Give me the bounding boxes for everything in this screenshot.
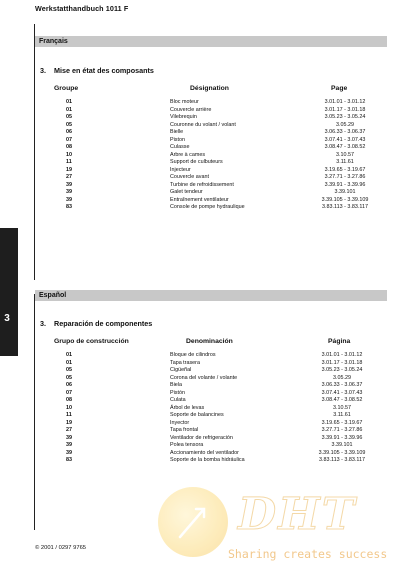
table-row [0, 189, 420, 197]
table-row [0, 144, 420, 152]
row-designation: Polea tensora [170, 442, 204, 448]
row-page-reference: 3.05.23 - 3.05.24 [324, 114, 366, 120]
row-designation: Piston [170, 136, 185, 143]
row-page-reference: 3.83.113 - 3.83.117 [322, 204, 368, 210]
row-designation: Ventilador de refrigeración [170, 434, 233, 441]
column-header-page: Page [331, 85, 348, 92]
chapter-tab-marker [0, 228, 18, 356]
section-number: 3. [40, 66, 46, 75]
row-page-reference: 3.27.71 - 3.27.86 [324, 174, 366, 180]
table-row [0, 382, 420, 390]
row-page-reference: 3.11.61 [336, 159, 354, 165]
table-row [0, 129, 420, 137]
table-row [0, 137, 420, 145]
row-page-reference: 3.05.23 - 3.05.24 [321, 367, 363, 373]
row-page-reference: 3.39.101 [331, 442, 353, 448]
row-group-number: 01 [66, 106, 72, 113]
component-table-french [0, 99, 420, 212]
table-row [0, 450, 420, 458]
row-group-number: 83 [66, 457, 72, 463]
table-row [0, 122, 420, 130]
table-row [0, 360, 420, 368]
row-page-reference: 3.01.01 - 3.01.12 [324, 99, 366, 105]
row-page-reference: 3.01.17 - 3.01.18 [321, 359, 363, 366]
table-row [0, 197, 420, 205]
row-page-reference: 3.06.33 - 3.06.37 [321, 382, 363, 388]
row-group-number: 27 [66, 174, 72, 180]
row-page-reference: 3.10.57 [333, 404, 351, 411]
row-page-reference: 3.11.61 [333, 412, 351, 418]
row-group-number: 19 [66, 419, 72, 426]
row-designation: Árbol de levas [170, 404, 205, 411]
row-group-number: 05 [66, 114, 72, 120]
row-group-number: 39 [66, 449, 72, 456]
row-page-reference: 3.05.29 [333, 374, 351, 381]
table-row [0, 352, 420, 360]
table-row [0, 159, 420, 167]
row-group-number: 07 [66, 136, 72, 143]
row-page-reference: 3.07.41 - 3.07.43 [321, 389, 363, 396]
row-group-number: 11 [66, 412, 72, 418]
row-page-reference: 3.19.65 - 3.19.67 [321, 419, 363, 426]
row-designation: Console de pompe hydraulique [170, 204, 245, 210]
table-row [0, 152, 420, 160]
row-designation: Inyector [170, 419, 190, 426]
component-table-spanish [0, 352, 420, 465]
row-group-number: 05 [66, 374, 72, 381]
row-page-reference: 3.39.101 [334, 189, 356, 195]
row-page-reference: 3.27.71 - 3.27.86 [321, 427, 363, 433]
row-designation: Pistón [170, 389, 185, 396]
row-page-reference: 3.39.91 - 3.39.96 [321, 434, 363, 441]
row-page-reference: 3.01.01 - 3.01.12 [321, 352, 363, 358]
row-designation: Vilebrequin [170, 114, 197, 120]
page-header-title: Werkstatthandbuch 1011 F [35, 4, 129, 13]
row-designation: Accionamiento del ventilador [170, 449, 239, 456]
table-row [0, 442, 420, 450]
row-designation: Soporte de la bomba hidráulica [170, 457, 245, 463]
row-page-reference: 3.01.17 - 3.01.18 [324, 106, 366, 113]
row-group-number: 39 [66, 181, 72, 188]
column-header-designation: Denominación [186, 338, 233, 345]
row-group-number: 10 [66, 404, 72, 411]
row-group-number: 08 [66, 144, 72, 150]
table-row [0, 457, 420, 465]
table-row [0, 182, 420, 190]
table-row [0, 114, 420, 122]
row-group-number: 39 [66, 434, 72, 441]
row-designation: Bloque de cilindros [170, 352, 216, 358]
language-bar-spanish: Español [35, 290, 387, 301]
table-row [0, 167, 420, 175]
column-header-group: Groupe [54, 85, 79, 92]
column-header-group: Grupo de construcción [54, 338, 129, 345]
chapter-tab-number: 3 [4, 313, 10, 324]
section-number: 3. [40, 319, 46, 328]
row-designation: Couvercle avant [170, 174, 209, 180]
table-row [0, 397, 420, 405]
row-page-reference: 3.05.29 [336, 121, 354, 128]
row-designation: Bloc moteur [170, 99, 199, 105]
row-designation: Soporte de balancines [170, 412, 224, 418]
row-designation: Arbre à cames [170, 151, 206, 158]
row-page-reference: 3.08.47 - 3.08.52 [324, 144, 366, 150]
language-bar-french: Français [35, 36, 387, 47]
footer-copyright: © 2001 / 0297 9765 [35, 545, 87, 551]
row-group-number: 39 [66, 196, 72, 203]
watermark-slogan: Sharing creates success [228, 547, 388, 561]
section-title-spanish [40, 319, 152, 328]
row-page-reference: 3.08.47 - 3.08.52 [321, 397, 363, 403]
row-designation: Couronne du volant / volant [170, 121, 236, 128]
row-group-number: 27 [66, 427, 72, 433]
row-group-number: 11 [66, 159, 72, 165]
row-group-number: 01 [66, 359, 72, 366]
row-designation: Corona del volante / volante [170, 374, 238, 381]
row-designation: Bielle [170, 129, 184, 135]
section-title-french [40, 66, 154, 75]
row-group-number: 06 [66, 129, 72, 135]
row-page-reference: 3.19.65 - 3.19.67 [324, 166, 366, 173]
watermark [158, 487, 420, 565]
row-designation: Entraînement ventilateur [170, 196, 229, 203]
table-row [0, 367, 420, 375]
row-group-number: 83 [66, 204, 72, 210]
row-designation: Galet tendeur [170, 189, 203, 195]
row-group-number: 06 [66, 382, 72, 388]
table-row [0, 420, 420, 428]
table-row [0, 174, 420, 182]
row-group-number: 07 [66, 389, 72, 396]
row-group-number: 05 [66, 367, 72, 373]
row-designation: Culata [170, 397, 186, 403]
column-header-designation: Désignation [190, 85, 229, 92]
row-designation: Tapa frontal [170, 427, 199, 433]
row-group-number: 08 [66, 397, 72, 403]
row-page-reference: 3.39.91 - 3.39.96 [324, 181, 366, 188]
row-group-number: 01 [66, 352, 72, 358]
table-row [0, 390, 420, 398]
row-group-number: 39 [66, 189, 72, 195]
section-title-text: Reparación de componentes [54, 319, 153, 328]
row-designation: Injecteur [170, 166, 191, 173]
row-designation: Biela [170, 382, 182, 388]
row-group-number: 19 [66, 166, 72, 173]
row-page-reference: 3.07.41 - 3.07.43 [324, 136, 366, 143]
row-group-number: 05 [66, 121, 72, 128]
table-row [0, 435, 420, 443]
row-group-number: 01 [66, 99, 72, 105]
row-page-reference: 3.83.113 - 3.83.117 [319, 457, 365, 463]
row-designation: Couvercle arrière [170, 106, 212, 113]
row-page-reference: 3.06.33 - 3.06.37 [324, 129, 366, 135]
watermark-logo-icon [158, 487, 228, 557]
row-group-number: 39 [66, 442, 72, 448]
row-page-reference: 3.39.105 - 3.39.109 [318, 449, 366, 456]
watermark-logo-text: DHT [238, 489, 357, 540]
row-page-reference: 3.10.57 [336, 151, 354, 158]
row-designation: Culasse [170, 144, 190, 150]
row-designation: Tapa trasera [170, 359, 200, 366]
table-row [0, 427, 420, 435]
row-designation: Turbine de refroidissement [170, 181, 234, 188]
table-row [0, 204, 420, 212]
table-row [0, 412, 420, 420]
table-row [0, 107, 420, 115]
column-header-page: Página [328, 338, 351, 345]
row-designation: Support de culbuteurs [170, 159, 223, 165]
row-page-reference: 3.39.105 - 3.39.109 [321, 196, 369, 203]
row-group-number: 10 [66, 151, 72, 158]
table-row [0, 405, 420, 413]
row-designation: Cigüeñal [170, 367, 192, 373]
section-title-text: Mise en état des composants [54, 66, 154, 75]
table-row [0, 375, 420, 383]
table-row [0, 99, 420, 107]
